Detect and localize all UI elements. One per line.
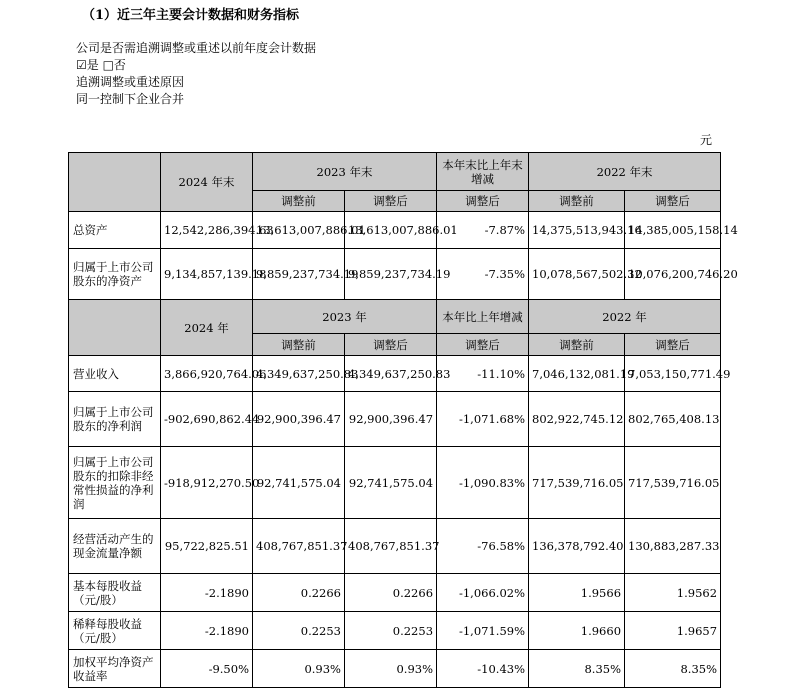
cell-2023-after: 408,767,851.37 [345, 519, 437, 574]
cell-change: -10.43% [437, 650, 529, 688]
row-label: 经营活动产生的现金流量净额 [69, 519, 161, 574]
cell-2023-before: 9,859,237,734.19 [253, 249, 345, 300]
table1-header-row [69, 153, 721, 191]
restatement-reason-label: 追溯调整或重述原因 [76, 75, 185, 89]
cell-2023-before: 408,767,851.37 [253, 519, 345, 574]
cell-change: -1,066.02% [437, 574, 529, 612]
row-label: 稀释每股收益（元/股） [69, 612, 161, 650]
header-year-2024: 2024 年 [161, 300, 253, 356]
header-year-2024: 2024 年末 [161, 153, 253, 212]
cell-2023-after: 0.2253 [345, 612, 437, 650]
header-change: 本年比上年增减 [437, 300, 529, 334]
cell-2023-before: 13,613,007,886.01 [253, 212, 345, 249]
header-2022-after: 调整后 [625, 334, 721, 356]
header-2023-before: 调整前 [253, 191, 345, 212]
table-row [69, 574, 721, 612]
header-year-2022: 2022 年末 [529, 153, 721, 191]
cell-2023-after: 92,741,575.04 [345, 447, 437, 519]
cell-2022-before: 7,046,132,081.19 [529, 356, 625, 392]
table-row [69, 650, 721, 688]
cell-2024: 12,542,286,394.63 [161, 212, 253, 249]
header-change: 本年末比上年末增减 [437, 153, 529, 191]
cell-2023-before: 0.2253 [253, 612, 345, 650]
cell-2022-after: 1.9562 [625, 574, 721, 612]
row-label: 加权平均净资产收益率 [69, 650, 161, 688]
header-2023-after: 调整后 [345, 191, 437, 212]
row-label: 归属于上市公司股东的扣除非经常性损益的净利润 [69, 447, 161, 519]
cell-2023-before: 0.93% [253, 650, 345, 688]
cell-2022-before: 136,378,792.40 [529, 519, 625, 574]
cell-2023-before: 4,349,637,250.83 [253, 356, 345, 392]
row-label: 基本每股收益（元/股） [69, 574, 161, 612]
cell-2022-before: 1.9566 [529, 574, 625, 612]
header-year-2023: 2023 年末 [253, 153, 437, 191]
cell-2022-before: 14,375,513,943.16 [529, 212, 625, 249]
cell-2022-after: 8.35% [625, 650, 721, 688]
cell-2022-before: 8.35% [529, 650, 625, 688]
restatement-options: ☑是 □否 [76, 58, 126, 72]
cell-change: -7.35% [437, 249, 529, 300]
cell-2024: 3,866,920,764.06 [161, 356, 253, 392]
header-year-2022: 2022 年 [529, 300, 721, 334]
cell-2024: -2.1890 [161, 612, 253, 650]
table-row [69, 249, 721, 300]
header-empty [69, 153, 161, 212]
cell-2024: -902,690,862.44 [161, 392, 253, 447]
row-label: 总资产 [69, 212, 161, 249]
table-row [69, 212, 721, 249]
cell-2023-before: 92,741,575.04 [253, 447, 345, 519]
cell-2023-before: 92,900,396.47 [253, 392, 345, 447]
cell-2023-before: 0.2266 [253, 574, 345, 612]
cell-2023-after: 92,900,396.47 [345, 392, 437, 447]
cell-2022-before: 1.9660 [529, 612, 625, 650]
cell-2022-before: 802,922,745.12 [529, 392, 625, 447]
row-label: 营业收入 [69, 356, 161, 392]
section-heading: （1）近三年主要会计数据和财务指标 [82, 8, 300, 23]
table-row [69, 519, 721, 574]
header-2022-after: 调整后 [625, 191, 721, 212]
cell-2024: -2.1890 [161, 574, 253, 612]
cell-2022-after: 7,053,150,771.49 [625, 356, 721, 392]
table-row [69, 612, 721, 650]
restatement-notes [76, 40, 316, 108]
header-2022-before: 调整前 [529, 191, 625, 212]
cell-2022-after: 717,539,716.05 [625, 447, 721, 519]
header-2023-before: 调整前 [253, 334, 345, 356]
row-label: 归属于上市公司股东的净资产 [69, 249, 161, 300]
table-row [69, 392, 721, 447]
cell-2023-after: 0.93% [345, 650, 437, 688]
cell-change: -1,090.83% [437, 447, 529, 519]
cell-2023-after: 0.2266 [345, 574, 437, 612]
cell-2022-before: 10,078,567,502.32 [529, 249, 625, 300]
restatement-reason: 同一控制下企业合并 [76, 92, 185, 106]
restatement-question: 公司是否需追溯调整或重述以前年度会计数据 [76, 41, 317, 55]
cell-change: -76.58% [437, 519, 529, 574]
cell-2024: -918,912,270.50 [161, 447, 253, 519]
table2-header-row [69, 300, 721, 334]
header-change-after: 调整后 [437, 334, 529, 356]
row-label: 归属于上市公司股东的净利润 [69, 392, 161, 447]
header-2022-before: 调整前 [529, 334, 625, 356]
cell-2022-after: 10,076,200,746.20 [625, 249, 721, 300]
cell-2022-after: 130,883,287.33 [625, 519, 721, 574]
cell-2022-before: 717,539,716.05 [529, 447, 625, 519]
header-2023-after: 调整后 [345, 334, 437, 356]
cell-2024: -9.50% [161, 650, 253, 688]
cell-2022-after: 1.9657 [625, 612, 721, 650]
currency-unit: 元 [700, 133, 713, 147]
header-year-2023: 2023 年 [253, 300, 437, 334]
cell-change: -7.87% [437, 212, 529, 249]
cell-2024: 95,722,825.51 [161, 519, 253, 574]
header-change-after: 调整后 [437, 191, 529, 212]
cell-2023-after: 9,859,237,734.19 [345, 249, 437, 300]
cell-2024: 9,134,857,139.18 [161, 249, 253, 300]
table-row [69, 447, 721, 519]
cell-2023-after: 13,613,007,886.01 [345, 212, 437, 249]
cell-change: -1,071.59% [437, 612, 529, 650]
header-empty [69, 300, 161, 356]
cell-2023-after: 4,349,637,250.83 [345, 356, 437, 392]
cell-2022-after: 14,385,005,158.14 [625, 212, 721, 249]
cell-change: -11.10% [437, 356, 529, 392]
table-row [69, 356, 721, 392]
cell-change: -1,071.68% [437, 392, 529, 447]
financial-data-table [68, 152, 738, 688]
cell-2022-after: 802,765,408.13 [625, 392, 721, 447]
